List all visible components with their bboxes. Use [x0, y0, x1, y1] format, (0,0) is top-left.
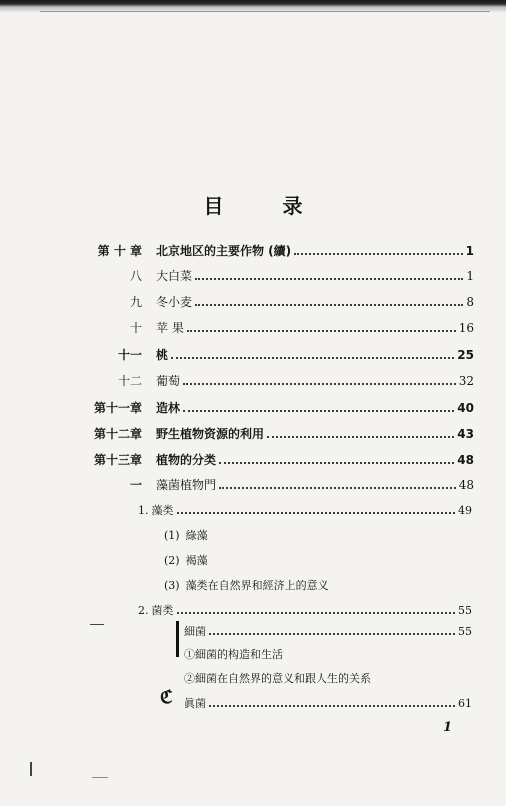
- scan-edge-shadow: [0, 0, 506, 16]
- toc-label: ①細菌的构造和生活: [184, 648, 283, 661]
- margin-smudge: [90, 624, 104, 625]
- toc-number: 一: [129, 478, 142, 492]
- toc-entry: [164, 578, 329, 594]
- toc-label: 北京地区的主要作物 (續): [156, 244, 292, 258]
- dot-leader: [171, 357, 454, 359]
- toc-entry: [164, 553, 208, 569]
- dot-leader: [195, 304, 463, 306]
- toc-entry: [82, 400, 474, 416]
- toc-label: ②細菌在自然界的意义和跟人生的关系: [184, 672, 371, 685]
- dot-leader: [209, 705, 455, 707]
- toc-label: 苹 果: [156, 321, 184, 335]
- toc-page: 61: [458, 697, 472, 710]
- toc-label: 藻类在自然界和經济上的意义: [185, 579, 329, 592]
- toc-entry: [184, 671, 371, 687]
- page-title: 目 录: [203, 194, 329, 218]
- toc-number: 2.: [138, 604, 149, 617]
- margin-smudge: [92, 777, 108, 778]
- toc-entry: [82, 294, 474, 310]
- toc-page: 25: [457, 348, 474, 362]
- toc-entry: [82, 477, 474, 493]
- toc-entry: [184, 647, 283, 663]
- toc-number: (2): [164, 554, 180, 567]
- toc-entry: [82, 320, 474, 336]
- toc-page: 49: [458, 504, 472, 517]
- dot-leader: [177, 512, 456, 514]
- dot-leader: [219, 487, 456, 489]
- toc-number: (1): [164, 529, 180, 542]
- toc-page: 43: [457, 427, 474, 441]
- toc-entry: [82, 243, 474, 259]
- toc-number: 第 十 章: [97, 244, 142, 258]
- toc-number: 1.: [138, 504, 149, 517]
- toc-label: 菌类: [151, 604, 174, 617]
- toc-page: 1: [466, 269, 474, 283]
- toc-page: 48: [457, 453, 474, 467]
- toc-number: 九: [129, 295, 142, 309]
- toc-page: 32: [458, 374, 474, 388]
- toc-label: 藻菌植物門: [156, 478, 217, 492]
- scan-edge-line: [40, 11, 490, 12]
- toc-entry: [82, 268, 474, 284]
- toc-label: 桃: [156, 348, 169, 362]
- toc-number: 十二: [117, 374, 142, 388]
- toc-page: 16: [458, 321, 474, 335]
- toc-entry: [184, 624, 472, 640]
- toc-entry: [82, 373, 474, 389]
- dot-leader: [177, 612, 456, 614]
- toc-page: 55: [458, 604, 472, 617]
- dot-leader: [187, 330, 456, 332]
- toc-page: 48: [458, 478, 474, 492]
- toc-number: 八: [129, 269, 142, 283]
- ink-bracket-mark: [176, 621, 179, 657]
- toc-label: 植物的分类: [156, 453, 217, 467]
- toc-label: 眞菌: [184, 697, 206, 710]
- toc-label: 藻类: [151, 504, 174, 517]
- dot-leader: [209, 633, 455, 635]
- toc-page: 1: [465, 244, 474, 258]
- toc-number: 第十一章: [93, 401, 142, 415]
- toc-label: 大白菜: [156, 269, 193, 283]
- toc-number: (3): [164, 579, 180, 592]
- toc-entry: [184, 696, 472, 712]
- toc-number: 十: [129, 321, 142, 335]
- toc-entry: [138, 503, 472, 519]
- toc-number: 第十二章: [93, 427, 142, 441]
- margin-smudge: [30, 762, 32, 776]
- toc-label: 葡萄: [156, 374, 181, 388]
- toc-entry: [138, 603, 472, 619]
- dot-leader: [183, 383, 456, 385]
- toc-number: 第十三章: [93, 453, 142, 467]
- toc-number: 十一: [117, 348, 142, 362]
- dot-leader: [195, 278, 463, 280]
- toc-label: 造林: [156, 401, 181, 415]
- page-number: 1: [443, 720, 453, 735]
- toc-page: 55: [458, 625, 472, 638]
- dot-leader: [267, 436, 454, 438]
- toc-label: 褐藻: [185, 554, 208, 567]
- dot-leader: [219, 462, 454, 464]
- toc-label: 綠藻: [185, 529, 208, 542]
- toc-label: 細菌: [184, 625, 206, 638]
- toc-label: 冬小麦: [156, 295, 193, 309]
- toc-entry: [82, 426, 474, 442]
- ink-blot-mark: ℭ: [160, 687, 173, 708]
- toc-entry: [164, 528, 208, 544]
- toc-page: 40: [457, 401, 474, 415]
- dot-leader: [294, 253, 462, 255]
- toc-entry: [82, 347, 474, 363]
- toc-page: 8: [466, 295, 474, 309]
- dot-leader: [183, 410, 454, 412]
- toc-entry: [82, 452, 474, 468]
- toc-label: 野生植物资源的利用: [156, 427, 265, 441]
